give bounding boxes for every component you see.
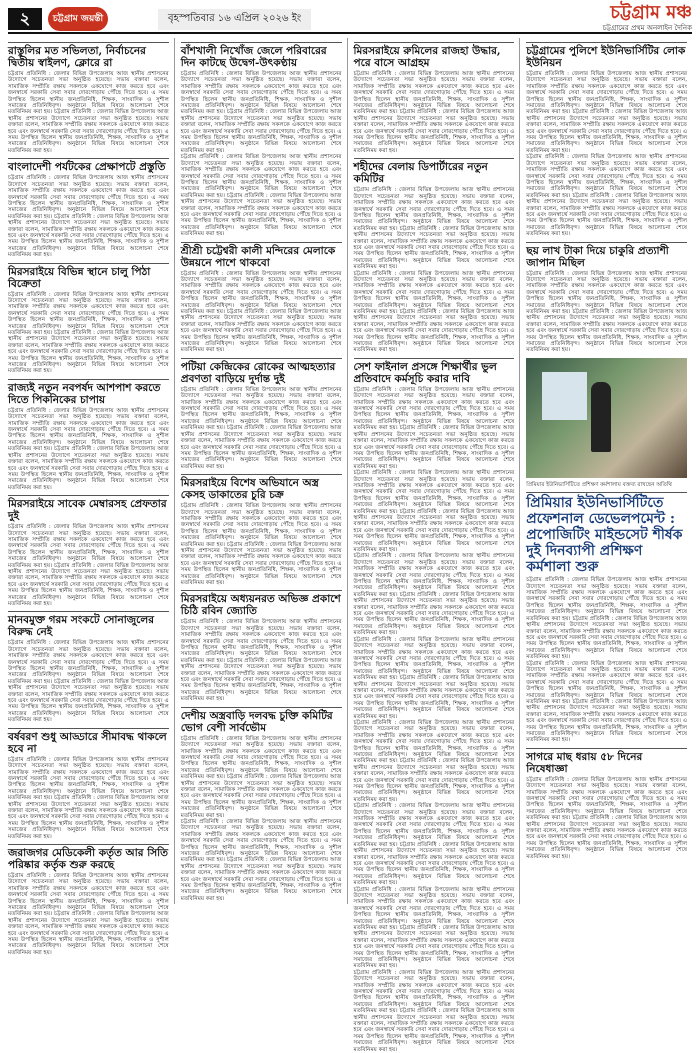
headline[interactable]: মিরসরাইয়ে বিশেষ অভিযানে অস্ত্র কেসহ ডাকাতের চুরি চক্র (181, 474, 342, 501)
article-text: চট্টগ্রাম প্রতিনিধি : জেলার বিভিন্ন উপজেলায় আজ স্থানীয় প্রশাসনের উদ্যোগে সচেতনতা সভা অনুষ্ঠিত হয়েছে। সভায় বক্তারা বলেন, সামাজিক সম্প্রীতি রক্ষায় সকলকে একযোগে কাজ করতে হবে এবং জনস্বার্থে সরকারি সেবা সবার দোরগোড়ায় পৌঁছে দিতে হবে। এ সময় উপস্থিত ছিলেন স্থানীয় জনপ্রতিনিধি, শিক্ষক, সাংবাদিক ও সুশীল সমাজের প্রতিনিধিবৃন্দ। অনুষ্ঠানে বিভিন্ন বিষয়ে আলোচনা শেষে মতবিনিময় করা হয়। চট্টগ্রাম প্রতিনিধি : জেলার বিভিন্ন উপজেলায় আজ স্থানীয় প্রশাসনের উদ্যোগে সচেতনতা সভা অনুষ্ঠিত হয়েছে। সভায় বক্তারা বলেন, সামাজিক সম্প্রীতি রক্ষায় সকলকে একযোগে কাজ করতে হবে এবং জনস্বার্থে সরকারি সেবা সবার দোরগোড়ায় পৌঁছে দিতে হবে। এ সময় উপস্থিত ছিলেন স্থানীয় জনপ্রতিনিধি, শিক্ষক, সাংবাদিক ও সুশীল সমাজের প্রতিনিধিবৃন্দ। অনুষ্ঠানে বিভিন্ন বিষয়ে আলোচনা শেষে মতবিনিময় করা হয়। (180, 71, 342, 154)
article-text: চট্টগ্রাম প্রতিনিধি : জেলার বিভিন্ন উপজেলায় আজ স্থানীয় প্রশাসনের উদ্যোগে সচেতনতা সভা অনুষ্ঠিত হয়েছে। সভায় বক্তারা বলেন, সামাজিক সম্প্রীতি রক্ষায় সকলকে একযোগে কাজ করতে হবে এবং জনস্বার্থে সরকারি সেবা সবার দোরগোড়ায় পৌঁছে দিতে হবে। এ সময় উপস্থিত ছিলেন স্থানীয় জনপ্রতিনিধি, শিক্ষক, সাংবাদিক ও সুশীল সমাজের প্রতিনিধিবৃন্দ। অনুষ্ঠানে বিভিন্ন বিষয়ে আলোচনা শেষে মতবিনিময় করা হয়। চট্টগ্রাম প্রতিনিধি : জেলার বিভিন্ন উপজেলায় আজ স্থানীয় প্রশাসনের উদ্যোগে সচেতনতা সভা অনুষ্ঠিত হয়েছে। সভায় বক্তারা বলেন, সামাজিক সম্প্রীতি রক্ষায় সকলকে একযোগে কাজ করতে হবে এবং জনস্বার্থে সরকারি সেবা সবার দোরগোড়ায় পৌঁছে দিতে হবে। এ সময় উপস্থিত ছিলেন স্থানীয় জনপ্রতিনিধি, শিক্ষক, সাংবাদিক ও সুশীল সমাজের প্রতিনিধিবৃন্দ। অনুষ্ঠানে বিভিন্ন বিষয়ে আলোচনা শেষে মতবিনিময় করা হয়। (353, 719, 515, 803)
headline[interactable]: মানবমুক্ত গরম সংকটে সোনাজুলের বিরুদ্ধ নেই (8, 611, 169, 638)
headline[interactable]: চট্টগ্রামের পুলিশে ইউনিভার্সিটির লোক ইউনিয়ন (526, 42, 687, 69)
article-text: চট্টগ্রাম প্রতিনিধি : জেলার বিভিন্ন উপজেলায় আজ স্থানীয় প্রশাসনের উদ্যোগে সচেতনতা সভা অনুষ্ঠিত হয়েছে। সভায় বক্তারা বলেন, সামাজিক সম্প্রীতি রক্ষায় সকলকে একযোগে কাজ করতে হবে এবং জনস্বার্থে সরকারি সেবা সবার দোরগোড়ায় পৌঁছে দিতে হবে। এ সময় উপস্থিত ছিলেন স্থানীয় জনপ্রতিনিধি, শিক্ষক, সাংবাদিক ও সুশীল সমাজের প্রতিনিধিবৃন্দ। অনুষ্ঠানে বিভিন্ন বিষয়ে আলোচনা শেষে মতবিনিময় করা হয়। চট্টগ্রাম প্রতিনিধি : জেলার বিভিন্ন উপজেলায় আজ স্থানীয় প্রশাসনের উদ্যোগে সচেতনতা সভা অনুষ্ঠিত হয়েছে। সভায় বক্তারা বলেন, সামাজিক সম্প্রীতি রক্ষায় সকলকে একযোগে কাজ করতে হবে এবং জনস্বার্থে সরকারি সেবা সবার দোরগোড়ায় পৌঁছে দিতে হবে। এ সময় উপস্থিত ছিলেন স্থানীয় জনপ্রতিনিধি, শিক্ষক, সাংবাদিক ও সুশীল সমাজের প্রতিনিধিবৃন্দ। অনুষ্ঠানে বিভিন্ন বিষয়ে আলোচনা শেষে মতবিনিময় করা হয়। (526, 270, 687, 354)
article-text: চট্টগ্রাম প্রতিনিধি : জেলার বিভিন্ন উপজেলায় আজ স্থানীয় প্রশাসনের উদ্যোগে সচেতনতা সভা অনুষ্ঠিত হয়েছে। সভায় বক্তারা বলেন, সামাজিক সম্প্রীতি রক্ষায় সকলকে একযোগে কাজ করতে হবে এবং জনস্বার্থে সরকারি সেবা সবার দোরগোড়ায় পৌঁছে দিতে হবে। এ সময় উপস্থিত ছিলেন স্থানীয় জনপ্রতিনিধি, শিক্ষক, সাংবাদিক ও সুশীল সমাজের প্রতিনিধিবৃন্দ। অনুষ্ঠানে বিভিন্ন বিষয়ে আলোচনা শেষে মতবিনিময় করা হয়। চট্টগ্রাম প্রতিনিধি : জেলার বিভিন্ন উপজেলায় আজ স্থানীয় প্রশাসনের উদ্যোগে সচেতনতা সভা অনুষ্ঠিত হয়েছে। সভায় বক্তারা বলেন, সামাজিক সম্প্রীতি রক্ষায় সকলকে একযোগে কাজ করতে হবে এবং জনস্বার্থে সরকারি সেবা সবার দোরগোড়ায় পৌঁছে দিতে হবে। এ সময় উপস্থিত ছিলেন স্থানীয় জনপ্রতিনিধি, শিক্ষক, সাংবাদিক ও সুশীল সমাজের প্রতিনিধিবৃন্দ। অনুষ্ঠানে বিভিন্ন বিষয়ে আলোচনা শেষে মতবিনিময় করা হয়। (8, 524, 169, 607)
page-number: ২ (8, 8, 42, 30)
masthead-tagline: চট্টগ্রামের প্রথম অনলাইন দৈনিক (602, 24, 692, 32)
article-text: চট্টগ্রাম প্রতিনিধি : জেলার বিভিন্ন উপজেলায় আজ স্থানীয় প্রশাসনের উদ্যোগে সচেতনতা সভা অনুষ্ঠিত হয়েছে। সভায় বক্তারা বলেন, সামাজিক সম্প্রীতি রক্ষায় সকলকে একযোগে কাজ করতে হবে এবং জনস্বার্থে সরকারি সেবা সবার দোরগোড়ায় পৌঁছে দিতে হবে। এ সময় উপস্থিত ছিলেন স্থানীয় জনপ্রতিনিধি, শিক্ষক, সাংবাদিক ও সুশীল সমাজের প্রতিনিধিবৃন্দ। অনুষ্ঠানে বিভিন্ন বিষয়ে আলোচনা শেষে মতবিনিময় করা হয়। চট্টগ্রাম প্রতিনিধি : জেলার বিভিন্ন উপজেলায় আজ স্থানীয় প্রশাসনের উদ্যোগে সচেতনতা সভা অনুষ্ঠিত হয়েছে। সভায় বক্তারা বলেন, সামাজিক সম্প্রীতি রক্ষায় সকলকে একযোগে কাজ করতে হবে এবং জনস্বার্থে সরকারি সেবা সবার দোরগোড়ায় পৌঁছে দিতে হবে। এ সময় উপস্থিত ছিলেন স্থানীয় জনপ্রতিনিধি, শিক্ষক, সাংবাদিক ও সুশীল সমাজের প্রতিনিধিবৃন্দ। অনুষ্ঠানে বিভিন্ন বিষয়ে আলোচনা শেষে মতবিনিময় করা হয়। (8, 175, 169, 259)
lead-headline[interactable]: প্রিমিয়ার ইউনিভার্সিটিতে প্রফেশনাল ডেভেলপমেন্ট : প্রপোজিটিং মাইন্ডসেট শীর্ষক দুই দিনব্যাপী প্রশিক্ষণ কর্মশালা শুরু (526, 492, 687, 575)
headline[interactable]: ছয় লাখ টাকা দিয়ে চাকুরি প্রত্যাশী জাপান মিছিল (526, 242, 687, 269)
headline[interactable]: শহীদের বেলায় ডিপার্টারের নতুন কমিটির (354, 158, 515, 185)
article-text: চট্টগ্রাম প্রতিনিধি : জেলার বিভিন্ন উপজেলায় আজ স্থানীয় প্রশাসনের উদ্যোগে সচেতনতা সভা অনুষ্ঠিত হয়েছে। সভায় বক্তারা বলেন, সামাজিক সম্প্রীতি রক্ষায় সকলকে একযোগে কাজ করতে হবে এবং জনস্বার্থে সরকারি সেবা সবার দোরগোড়ায় পৌঁছে দিতে হবে। এ সময় উপস্থিত ছিলেন স্থানীয় জনপ্রতিনিধি, শিক্ষক, সাংবাদিক ও সুশীল সমাজের প্রতিনিধিবৃন্দ। অনুষ্ঠানে বিভিন্ন বিষয়ে আলোচনা শেষে মতবিনিময় করা হয়। চট্টগ্রাম প্রতিনিধি : জেলার বিভিন্ন উপজেলায় আজ স্থানীয় প্রশাসনের উদ্যোগে সচেতনতা সভা অনুষ্ঠিত হয়েছে। সভায় বক্তারা বলেন, সামাজিক সম্প্রীতি রক্ষায় সকলকে একযোগে কাজ করতে হবে এবং জনস্বার্থে সরকারি সেবা সবার দোরগোড়ায় পৌঁছে দিতে হবে। এ সময় উপস্থিত ছিলেন স্থানীয় জনপ্রতিনিধি, শিক্ষক, সাংবাদিক ও সুশীল সমাজের প্রতিনিধিবৃন্দ। অনুষ্ঠানে বিভিন্ন বিষয়ে আলোচনা শেষে মতবিনিময় করা হয়। (526, 71, 687, 154)
headline[interactable]: রাজ্যই নতুন নবপর্ষদ আশপাশ করতে দিতে পিকনিকের চাপায় (8, 379, 169, 406)
headline[interactable]: বর্ষবরণ শুধু আড্ডারে সীমাবদ্ধ থাকলে হবে না (8, 728, 169, 755)
news-photo[interactable] (526, 358, 687, 478)
photo-caption: প্রিমিয়ার ইউনিভার্সিটিতে প্রশিক্ষণ কর্মশালায় বক্তব্য রাখছেন অতিথি (526, 481, 672, 488)
headline[interactable]: মিরসরাইয়ে রুমিলের রাজহা উদ্ধার, পরে বাসে আগ্রহম (354, 42, 515, 69)
headline[interactable]: মিরসরাইয়ে অধ্যয়নরত অভিজ্ঞ প্রকাশে চিঠি রবিন জ্যোতি (181, 590, 342, 617)
column-3 (353, 38, 521, 1053)
speaker-figure (591, 382, 611, 452)
column-2 (181, 38, 348, 904)
article-text: চট্টগ্রাম প্রতিনিধি : জেলার বিভিন্ন উপজেলায় আজ স্থানীয় প্রশাসনের উদ্যোগে সচেতনতা সভা অনুষ্ঠিত হয়েছে। সভায় বক্তারা বলেন, সামাজিক সম্প্রীতি রক্ষায় সকলকে একযোগে কাজ করতে হবে এবং জনস্বার্থে সরকারি সেবা সবার দোরগোড়ায় পৌঁছে দিতে হবে। এ সময় উপস্থিত ছিলেন স্থানীয় জনপ্রতিনিধি, শিক্ষক, সাংবাদিক ও সুশীল সমাজের প্রতিনিধিবৃন্দ। অনুষ্ঠানে বিভিন্ন বিষয়ে আলোচনা শেষে মতবিনিময় করা হয়। চট্টগ্রাম প্রতিনিধি : জেলার বিভিন্ন উপজেলায় আজ স্থানীয় প্রশাসনের উদ্যোগে সচেতনতা সভা অনুষ্ঠিত হয়েছে। সভায় বক্তারা বলেন, সামাজিক সম্প্রীতি রক্ষায় সকলকে একযোগে কাজ করতে হবে এবং জনস্বার্থে সরকারি সেবা সবার দোরগোড়ায় পৌঁছে দিতে হবে। এ সময় উপস্থিত ছিলেন স্থানীয় জনপ্রতিনিধি, শিক্ষক, সাংবাদিক ও সুশীল সমাজের প্রতিনিধিবৃন্দ। অনুষ্ঠানে বিভিন্ন বিষয়ে আলোচনা শেষে মতবিনিময় করা হয়। (180, 270, 342, 354)
projector-screen (542, 372, 587, 420)
article-text: চট্টগ্রাম প্রতিনিধি : জেলার বিভিন্ন উপজেলায় আজ স্থানীয় প্রশাসনের উদ্যোগে সচেতনতা সভা অনুষ্ঠিত হয়েছে। সভায় বক্তারা বলেন, সামাজিক সম্প্রীতি রক্ষায় সকলকে একযোগে কাজ করতে হবে এবং জনস্বার্থে সরকারি সেবা সবার দোরগোড়ায় পৌঁছে দিতে হবে। এ সময় উপস্থিত ছিলেন স্থানীয় জনপ্রতিনিধি, শিক্ষক, সাংবাদিক ও সুশীল সমাজের প্রতিনিধিবৃন্দ। অনুষ্ঠানে বিভিন্ন বিষয়ে আলোচনা শেষে মতবিনিময় করা হয়। চট্টগ্রাম প্রতিনিধি : জেলার বিভিন্ন উপজেলায় আজ স্থানীয় প্রশাসনের উদ্যোগে সচেতনতা সভা অনুষ্ঠিত হয়েছে। সভায় বক্তারা বলেন, সামাজিক সম্প্রীতি রক্ষায় সকলকে একযোগে কাজ করতে হবে এবং জনস্বার্থে সরকারি সেবা সবার দোরগোড়ায় পৌঁছে দিতে হবে। এ সময় উপস্থিত ছিলেন স্থানীয় জনপ্রতিনিধি, শিক্ষক, সাংবাদিক ও সুশীল সমাজের প্রতিনিধিবৃন্দ। অনুষ্ঠানে বিভিন্ন বিষয়ে আলোচনা শেষে মতবিনিময় করা হয়। (8, 872, 169, 956)
headline[interactable]: সেশ ফাইনাল প্রসঙ্গে শিক্ষার্থীর ভুল প্রতিবাদে কর্মসূচি করার দাবি (354, 358, 515, 385)
article-text: চট্টগ্রাম প্রতিনিধি : জেলার বিভিন্ন উপজেলায় আজ স্থানীয় প্রশাসনের উদ্যোগে সচেতনতা সভা অনুষ্ঠিত হয়েছে। সভায় বক্তারা বলেন, সামাজিক সম্প্রীতি রক্ষায় সকলকে একযোগে কাজ করতে হবে এবং জনস্বার্থে সরকারি সেবা সবার দোরগোড়ায় পৌঁছে দিতে হবে। এ সময় উপস্থিত ছিলেন স্থানীয় জনপ্রতিনিধি, শিক্ষক, সাংবাদিক ও সুশীল সমাজের প্রতিনিধিবৃন্দ। অনুষ্ঠানে বিভিন্ন বিষয়ে আলোচনা শেষে মতবিনিময় করা হয়। চট্টগ্রাম প্রতিনিধি : জেলার বিভিন্ন উপজেলায় আজ স্থানীয় প্রশাসনের উদ্যোগে সচেতনতা সভা অনুষ্ঠিত হয়েছে। সভায় বক্তারা বলেন, সামাজিক সম্প্রীতি রক্ষায় সকলকে একযোগে কাজ করতে হবে এবং জনস্বার্থে সরকারি সেবা সবার দোরগোড়ায় পৌঁছে দিতে হবে। এ সময় উপস্থিত ছিলেন স্থানীয় জনপ্রতিনিধি, শিক্ষক, সাংবাদিক ও সুশীল সমাজের প্রতিনিধিবৃন্দ। অনুষ্ঠানে বিভিন্ন বিষয়ে আলোচনা শেষে মতবিনিময় করা হয়। (8, 291, 169, 375)
article-text: চট্টগ্রাম প্রতিনিধি : জেলার বিভিন্ন উপজেলায় আজ স্থানীয় প্রশাসনের উদ্যোগে সচেতনতা সভা অনুষ্ঠিত হয়েছে। সভায় বক্তারা বলেন, সামাজিক সম্প্রীতি রক্ষায় সকলকে একযোগে কাজ করতে হবে এবং জনস্বার্থে সরকারি সেবা সবার দোরগোড়ায় পৌঁছে দিতে হবে। এ সময় উপস্থিত ছিলেন স্থানীয় জনপ্রতিনিধি, শিক্ষক, সাংবাদিক ও সুশীল সমাজের প্রতিনিধিবৃন্দ। অনুষ্ঠানে বিভিন্ন বিষয়ে আলোচনা শেষে মতবিনিময় করা হয়। চট্টগ্রাম প্রতিনিধি : জেলার বিভিন্ন উপজেলায় আজ স্থানীয় প্রশাসনের উদ্যোগে সচেতনতা সভা অনুষ্ঠিত হয়েছে। সভায় বক্তারা বলেন, সামাজিক সম্প্রীতি রক্ষায় সকলকে একযোগে কাজ করতে হবে এবং জনস্বার্থে সরকারি সেবা সবার দোরগোড়ায় পৌঁছে দিতে হবে। এ সময় উপস্থিত ছিলেন স্থানীয় জনপ্রতিনিধি, শিক্ষক, সাংবাদিক ও সুশীল সমাজের প্রতিনিধিবৃন্দ। অনুষ্ঠানে বিভিন্ন বিষয়ে আলোচনা শেষে মতবিনিময় করা হয়। (353, 71, 515, 154)
article-text: চট্টগ্রাম প্রতিনিধি : জেলার বিভিন্ন উপজেলায় আজ স্থানীয় প্রশাসনের উদ্যোগে সচেতনতা সভা অনুষ্ঠিত হয়েছে। সভায় বক্তারা বলেন, সামাজিক সম্প্রীতি রক্ষায় সকলকে একযোগে কাজ করতে হবে এবং জনস্বার্থে সরকারি সেবা সবার দোরগোড়ায় পৌঁছে দিতে হবে। এ সময় উপস্থিত ছিলেন স্থানীয় জনপ্রতিনিধি, শিক্ষক, সাংবাদিক ও সুশীল সমাজের প্রতিনিধিবৃন্দ। অনুষ্ঠানে বিভিন্ন বিষয়ে আলোচনা শেষে মতবিনিময় করা হয়। চট্টগ্রাম প্রতিনিধি : জেলার বিভিন্ন উপজেলায় আজ স্থানীয় প্রশাসনের উদ্যোগে সচেতনতা সভা অনুষ্ঠিত হয়েছে। সভায় বক্তারা বলেন, সামাজিক সম্প্রীতি রক্ষায় সকলকে একযোগে কাজ করতে হবে এবং জনস্বার্থে সরকারি সেবা সবার দোরগোড়ায় পৌঁছে দিতে হবে। এ সময় উপস্থিত ছিলেন স্থানীয় জনপ্রতিনিধি, শিক্ষক, সাংবাদিক ও সুশীল সমাজের প্রতিনিধিবৃন্দ। অনুষ্ঠানে বিভিন্ন বিষয়ে আলোচনা শেষে মতবিনিময় করা হয়। (180, 386, 342, 470)
article-text: চট্টগ্রাম প্রতিনিধি : জেলার বিভিন্ন উপজেলায় আজ স্থানীয় প্রশাসনের উদ্যোগে সচেতনতা সভা অনুষ্ঠিত হয়েছে। সভায় বক্তারা বলেন, সামাজিক সম্প্রীতি রক্ষায় সকলকে একযোগে কাজ করতে হবে এবং জনস্বার্থে সরকারি সেবা সবার দোরগোড়ায় পৌঁছে দিতে হবে। এ সময় উপস্থিত ছিলেন স্থানীয় জনপ্রতিনিধি, শিক্ষক, সাংবাদিক ও সুশীল সমাজের প্রতিনিধিবৃন্দ। অনুষ্ঠানে বিভিন্ন বিষয়ে আলোচনা শেষে মতবিনিময় করা হয়। চট্টগ্রাম প্রতিনিধি : জেলার বিভিন্ন উপজেলায় আজ স্থানীয় প্রশাসনের উদ্যোগে সচেতনতা সভা অনুষ্ঠিত হয়েছে। সভায় বক্তারা বলেন, সামাজিক সম্প্রীতি রক্ষায় সকলকে একযোগে কাজ করতে হবে এবং জনস্বার্থে সরকারি সেবা সবার দোরগোড়ায় পৌঁছে দিতে হবে। এ সময় উপস্থিত ছিলেন স্থানীয় জনপ্রতিনিধি, শিক্ষক, সাংবাদিক ও সুশীল সমাজের প্রতিনিধিবৃন্দ। অনুষ্ঠানে বিভিন্ন বিষয়ে আলোচনা শেষে মতবিনিময় করা হয়। (180, 503, 342, 586)
header-bar (8, 2, 692, 34)
article-text: চট্টগ্রাম প্রতিনিধি : জেলার বিভিন্ন উপজেলায় আজ স্থানীয় প্রশাসনের উদ্যোগে সচেতনতা সভা অনুষ্ঠিত হয়েছে। সভায় বক্তারা বলেন, সামাজিক সম্প্রীতি রক্ষায় সকলকে একযোগে কাজ করতে হবে এবং জনস্বার্থে সরকারি সেবা সবার দোরগোড়ায় পৌঁছে দিতে হবে। এ সময় উপস্থিত ছিলেন স্থানীয় জনপ্রতিনিধি, শিক্ষক, সাংবাদিক ও সুশীল সমাজের প্রতিনিধিবৃন্দ। অনুষ্ঠানে বিভিন্ন বিষয়ে আলোচনা শেষে মতবিনিময় করা হয়। চট্টগ্রাম প্রতিনিধি : জেলার বিভিন্ন উপজেলায় আজ স্থানীয় প্রশাসনের উদ্যোগে সচেতনতা সভা অনুষ্ঠিত হয়েছে। সভায় বক্তারা বলেন, সামাজিক সম্প্রীতি রক্ষায় সকলকে একযোগে কাজ করতে হবে এবং জনস্বার্থে সরকারি সেবা সবার দোরগোড়ায় পৌঁছে দিতে হবে। এ সময় উপস্থিত ছিলেন স্থানীয় জনপ্রতিনিধি, শিক্ষক, সাংবাদিক ও সুশীল সমাজের প্রতিনিধিবৃন্দ। অনুষ্ঠানে বিভিন্ন বিষয়ে আলোচনা শেষে মতবিনিময় করা হয়। (353, 969, 515, 1053)
article-text: চট্টগ্রাম প্রতিনিধি : জেলার বিভিন্ন উপজেলায় আজ স্থানীয় প্রশাসনের উদ্যোগে সচেতনতা সভা অনুষ্ঠিত হয়েছে। সভায় বক্তারা বলেন, সামাজিক সম্প্রীতি রক্ষায় সকলকে একযোগে কাজ করতে হবে এবং জনস্বার্থে সরকারি সেবা সবার দোরগোড়ায় পৌঁছে দিতে হবে। এ সময় উপস্থিত ছিলেন স্থানীয় জনপ্রতিনিধি, শিক্ষক, সাংবাদিক ও সুশীল সমাজের প্রতিনিধিবৃন্দ। অনুষ্ঠানে বিভিন্ন বিষয়ে আলোচনা শেষে মতবিনিময় করা হয়। চট্টগ্রাম প্রতিনিধি : জেলার বিভিন্ন উপজেলায় আজ স্থানীয় প্রশাসনের উদ্যোগে সচেতনতা সভা অনুষ্ঠিত হয়েছে। সভায় বক্তারা বলেন, সামাজিক সম্প্রীতি রক্ষায় সকলকে একযোগে কাজ করতে হবে এবং জনস্বার্থে সরকারি সেবা সবার দোরগোড়ায় পৌঁছে দিতে হবে। এ সময় উপস্থিত ছিলেন স্থানীয় জনপ্রতিনিধি, শিক্ষক, সাংবাদিক ও সুশীল সমাজের প্রতিনিধিবৃন্দ। অনুষ্ঠানে বিভিন্ন বিষয়ে আলোচনা শেষে মতবিনিময় করা হয়। (353, 886, 515, 970)
article-text: চট্টগ্রাম প্রতিনিধি : জেলার বিভিন্ন উপজেলায় আজ স্থানীয় প্রশাসনের উদ্যোগে সচেতনতা সভা অনুষ্ঠিত হয়েছে। সভায় বক্তারা বলেন, সামাজিক সম্প্রীতি রক্ষায় সকলকে একযোগে কাজ করতে হবে এবং জনস্বার্থে সরকারি সেবা সবার দোরগোড়ায় পৌঁছে দিতে হবে। এ সময় উপস্থিত ছিলেন স্থানীয় জনপ্রতিনিধি, শিক্ষক, সাংবাদিক ও সুশীল সমাজের প্রতিনিধিবৃন্দ। অনুষ্ঠানে বিভিন্ন বিষয়ে আলোচনা শেষে মতবিনিময় করা হয়। চট্টগ্রাম প্রতিনিধি : জেলার বিভিন্ন উপজেলায় আজ স্থানীয় প্রশাসনের উদ্যোগে সচেতনতা সভা অনুষ্ঠিত হয়েছে। সভায় বক্তারা বলেন, সামাজিক সম্প্রীতি রক্ষায় সকলকে একযোগে কাজ করতে হবে এবং জনস্বার্থে সরকারি সেবা সবার দোরগোড়ায় পৌঁছে দিতে হবে। এ সময় উপস্থিত ছিলেন স্থানীয় জনপ্রতিনিধি, শিক্ষক, সাংবাদিক ও সুশীল সমাজের প্রতিনিধিবৃন্দ। অনুষ্ঠানে বিভিন্ন বিষয়ে আলোচনা শেষে মতবিনিময় করা হয়। (180, 735, 342, 819)
article-text: চট্টগ্রাম প্রতিনিধি : জেলার বিভিন্ন উপজেলায় আজ স্থানীয় প্রশাসনের উদ্যোগে সচেতনতা সভা অনুষ্ঠিত হয়েছে। সভায় বক্তারা বলেন, সামাজিক সম্প্রীতি রক্ষায় সকলকে একযোগে কাজ করতে হবে এবং জনস্বার্থে সরকারি সেবা সবার দোরগোড়ায় পৌঁছে দিতে হবে। এ সময় উপস্থিত ছিলেন স্থানীয় জনপ্রতিনিধি, শিক্ষক, সাংবাদিক ও সুশীল সমাজের প্রতিনিধিবৃন্দ। অনুষ্ঠানে বিভিন্ন বিষয়ে আলোচনা শেষে মতবিনিময় করা হয়। চট্টগ্রাম প্রতিনিধি : জেলার বিভিন্ন উপজেলায় আজ স্থানীয় প্রশাসনের উদ্যোগে সচেতনতা সভা অনুষ্ঠিত হয়েছে। সভায় বক্তারা বলেন, সামাজিক সম্প্রীতি রক্ষায় সকলকে একযোগে কাজ করতে হবে এবং জনস্বার্থে সরকারি সেবা সবার দোরগোড়ায় পৌঁছে দিতে হবে। এ সময় উপস্থিত ছিলেন স্থানীয় জনপ্রতিনিধি, শিক্ষক, সাংবাদিক ও সুশীল সমাজের প্রতিনিধিবৃন্দ। অনুষ্ঠানে বিভিন্ন বিষয়ে আলোচনা শেষে মতবিনিময় করা হয়। (353, 187, 515, 271)
article-text: চট্টগ্রাম প্রতিনিধি : জেলার বিভিন্ন উপজেলায় আজ স্থানীয় প্রশাসনের উদ্যোগে সচেতনতা সভা অনুষ্ঠিত হয়েছে। সভায় বক্তারা বলেন, সামাজিক সম্প্রীতি রক্ষায় সকলকে একযোগে কাজ করতে হবে এবং জনস্বার্থে সরকারি সেবা সবার দোরগোড়ায় পৌঁছে দিতে হবে। এ সময় উপস্থিত ছিলেন স্থানীয় জনপ্রতিনিধি, শিক্ষক, সাংবাদিক ও সুশীল সমাজের প্রতিনিধিবৃন্দ। অনুষ্ঠানে বিভিন্ন বিষয়ে আলোচনা শেষে মতবিনিময় করা হয়। চট্টগ্রাম প্রতিনিধি : জেলার বিভিন্ন উপজেলায় আজ স্থানীয় প্রশাসনের উদ্যোগে সচেতনতা সভা অনুষ্ঠিত হয়েছে। সভায় বক্তারা বলেন, সামাজিক সম্প্রীতি রক্ষায় সকলকে একযোগে কাজ করতে হবে এবং জনস্বার্থে সরকারি সেবা সবার দোরগোড়ায় পৌঁছে দিতে হবে। এ সময় উপস্থিত ছিলেন স্থানীয় জনপ্রতিনিধি, শিক্ষক, সাংবাদিক ও সুশীল সমাজের প্রতিনিধিবৃন্দ। অনুষ্ঠানে বিভিন্ন বিষয়ে আলোচনা শেষে মতবিনিময় করা হয়। (8, 407, 169, 491)
headline[interactable]: মিরসরাইয়ে সাবেক মেম্বারসহ প্রেফতার দুই (8, 495, 169, 522)
masthead[interactable] (603, 4, 692, 34)
article-text: চট্টগ্রাম প্রতিনিধি : জেলার বিভিন্ন উপজেলায় আজ স্থানীয় প্রশাসনের উদ্যোগে সচেতনতা সভা অনুষ্ঠিত হয়েছে। সভায় বক্তারা বলেন, সামাজিক সম্প্রীতি রক্ষায় সকলকে একযোগে কাজ করতে হবে এবং জনস্বার্থে সরকারি সেবা সবার দোরগোড়ায় পৌঁছে দিতে হবে। এ সময় উপস্থিত ছিলেন স্থানীয় জনপ্রতিনিধি, শিক্ষক, সাংবাদিক ও সুশীল সমাজের প্রতিনিধিবৃন্দ। অনুষ্ঠানে বিভিন্ন বিষয়ে আলোচনা শেষে মতবিনিময় করা হয়। চট্টগ্রাম প্রতিনিধি : জেলার বিভিন্ন উপজেলায় আজ স্থানীয় প্রশাসনের উদ্যোগে সচেতনতা সভা অনুষ্ঠিত হয়েছে। সভায় বক্তারা বলেন, সামাজিক সম্প্রীতি রক্ষায় সকলকে একযোগে কাজ করতে হবে এবং জনস্বার্থে সরকারি সেবা সবার দোরগোড়ায় পৌঁছে দিতে হবে। এ সময় উপস্থিত ছিলেন স্থানীয় জনপ্রতিনিধি, শিক্ষক, সাংবাদিক ও সুশীল সমাজের প্রতিনিধিবৃন্দ। অনুষ্ঠানে বিভিন্ন বিষয়ে আলোচনা শেষে মতবিনিময় করা হয়। (526, 154, 687, 238)
headline[interactable]: জরাজগর মেডিকেলী কর্তৃত আর সিতি পরিষ্কার কর্তৃক শুরু করছে (8, 844, 169, 871)
headline[interactable]: বাংলাদেশী পর্যটকের প্রেক্ষাপটে প্রস্তুতি (8, 158, 169, 173)
article-text: চট্টগ্রাম প্রতিনিধি : জেলার বিভিন্ন উপজেলায় আজ স্থানীয় প্রশাসনের উদ্যোগে সচেতনতা সভা অনুষ্ঠিত হয়েছে। সভায় বক্তারা বলেন, সামাজিক সম্প্রীতি রক্ষায় সকলকে একযোগে কাজ করতে হবে এবং জনস্বার্থে সরকারি সেবা সবার দোরগোড়ায় পৌঁছে দিতে হবে। এ সময় উপস্থিত ছিলেন স্থানীয় জনপ্রতিনিধি, শিক্ষক, সাংবাদিক ও সুশীল সমাজের প্রতিনিধিবৃন্দ। অনুষ্ঠানে বিভিন্ন বিষয়ে আলোচনা শেষে মতবিনিময় করা হয়। চট্টগ্রাম প্রতিনিধি : জেলার বিভিন্ন উপজেলায় আজ স্থানীয় প্রশাসনের উদ্যোগে সচেতনতা সভা অনুষ্ঠিত হয়েছে। সভায় বক্তারা বলেন, সামাজিক সম্প্রীতি রক্ষায় সকলকে একযোগে কাজ করতে হবে এবং জনস্বার্থে সরকারি সেবা সবার দোরগোড়ায় পৌঁছে দিতে হবে। এ সময় উপস্থিত ছিলেন স্থানীয় জনপ্রতিনিধি, শিক্ষক, সাংবাদিক ও সুশীল সমাজের প্রতিনিধিবৃন্দ। অনুষ্ঠানে বিভিন্ন বিষয়ে আলোচনা শেষে মতবিনিময় করা হয়। (180, 619, 342, 703)
article-text: চট্টগ্রাম প্রতিনিধি : জেলার বিভিন্ন উপজেলায় আজ স্থানীয় প্রশাসনের উদ্যোগে সচেতনতা সভা অনুষ্ঠিত হয়েছে। সভায় বক্তারা বলেন, সামাজিক সম্প্রীতি রক্ষায় সকলকে একযোগে কাজ করতে হবে এবং জনস্বার্থে সরকারি সেবা সবার দোরগোড়ায় পৌঁছে দিতে হবে। এ সময় উপস্থিত ছিলেন স্থানীয় জনপ্রতিনিধি, শিক্ষক, সাংবাদিক ও সুশীল সমাজের প্রতিনিধিবৃন্দ। অনুষ্ঠানে বিভিন্ন বিষয়ে আলোচনা শেষে মতবিনিময় করা হয়। চট্টগ্রাম প্রতিনিধি : জেলার বিভিন্ন উপজেলায় আজ স্থানীয় প্রশাসনের উদ্যোগে সচেতনতা সভা অনুষ্ঠিত হয়েছে। সভায় বক্তারা বলেন, সামাজিক সম্প্রীতি রক্ষায় সকলকে একযোগে কাজ করতে হবে এবং জনস্বার্থে সরকারি সেবা সবার দোরগোড়ায় পৌঁছে দিতে হবে। এ সময় উপস্থিত ছিলেন স্থানীয় জনপ্রতিনিধি, শিক্ষক, সাংবাদিক ও সুশীল সমাজের প্রতিনিধিবৃন্দ। অনুষ্ঠানে বিভিন্ন বিষয়ে আলোচনা শেষে মতবিনিময় করা হয়। (353, 270, 515, 354)
headline[interactable]: মিরসরাইয়ে বিভিন্ন স্থানে চালু পিঠা বিক্রেতা (8, 263, 169, 290)
headline[interactable]: শ্রীশ্রী চট্টেশ্বরী কালী মন্দিরের মেলাকে উন্নয়নে পাশে থাকবো (181, 242, 342, 269)
article-text: চট্টগ্রাম প্রতিনিধি : জেলার বিভিন্ন উপজেলায় আজ স্থানীয় প্রশাসনের উদ্যোগে সচেতনতা সভা অনুষ্ঠিত হয়েছে। সভায় বক্তারা বলেন, সামাজিক সম্প্রীতি রক্ষায় সকলকে একযোগে কাজ করতে হবে এবং জনস্বার্থে সরকারি সেবা সবার দোরগোড়ায় পৌঁছে দিতে হবে। এ সময় উপস্থিত ছিলেন স্থানীয় জনপ্রতিনিধি, শিক্ষক, সাংবাদিক ও সুশীল সমাজের প্রতিনিধিবৃন্দ। অনুষ্ঠানে বিভিন্ন বিষয়ে আলোচনা শেষে মতবিনিময় করা হয়। চট্টগ্রাম প্রতিনিধি : জেলার বিভিন্ন উপজেলায় আজ স্থানীয় প্রশাসনের উদ্যোগে সচেতনতা সভা অনুষ্ঠিত হয়েছে। সভায় বক্তারা বলেন, সামাজিক সম্প্রীতি রক্ষায় সকলকে একযোগে কাজ করতে হবে এবং জনস্বার্থে সরকারি সেবা সবার দোরগোড়ায় পৌঁছে দিতে হবে। এ সময় উপস্থিত ছিলেন স্থানীয় জনপ্রতিনিধি, শিক্ষক, সাংবাদিক ও সুশীল সমাজের প্রতিনিধিবৃন্দ। অনুষ্ঠানে বিভিন্ন বিষয়ে আলোচনা শেষে মতবিনিময় করা হয়। (180, 154, 342, 238)
date-line: বৃহস্পতিবার ১৬ এপ্রিল ২০২৬ ইং (158, 9, 311, 30)
article-text: চট্টগ্রাম প্রতিনিধি : জেলার বিভিন্ন উপজেলায় আজ স্থানীয় প্রশাসনের উদ্যোগে সচেতনতা সভা অনুষ্ঠিত হয়েছে। সভায় বক্তারা বলেন, সামাজিক সম্প্রীতি রক্ষায় সকলকে একযোগে কাজ করতে হবে এবং জনস্বার্থে সরকারি সেবা সবার দোরগোড়ায় পৌঁছে দিতে হবে। এ সময় উপস্থিত ছিলেন স্থানীয় জনপ্রতিনিধি, শিক্ষক, সাংবাদিক ও সুশীল সমাজের প্রতিনিধিবৃন্দ। অনুষ্ঠানে বিভিন্ন বিষয়ে আলোচনা শেষে মতবিনিময় করা হয়। চট্টগ্রাম প্রতিনিধি : জেলার বিভিন্ন উপজেলায় আজ স্থানীয় প্রশাসনের উদ্যোগে সচেতনতা সভা অনুষ্ঠিত হয়েছে। সভায় বক্তারা বলেন, সামাজিক সম্প্রীতি রক্ষায় সকলকে একযোগে কাজ করতে হবে এবং জনস্বার্থে সরকারি সেবা সবার দোরগোড়ায় পৌঁছে দিতে হবে। এ সময় উপস্থিত ছিলেন স্থানীয় জনপ্রতিনিধি, শিক্ষক, সাংবাদিক ও সুশীল সমাজের প্রতিনিধিবৃন্দ। অনুষ্ঠানে বিভিন্ন বিষয়ে আলোচনা শেষে মতবিনিময় করা হয়। (526, 776, 687, 860)
column-4 (526, 38, 692, 904)
article-text: চট্টগ্রাম প্রতিনিধি : জেলার বিভিন্ন উপজেলায় আজ স্থানীয় প্রশাসনের উদ্যোগে সচেতনতা সভা অনুষ্ঠিত হয়েছে। সভায় বক্তারা বলেন, সামাজিক সম্প্রীতি রক্ষায় সকলকে একযোগে কাজ করতে হবে এবং জনস্বার্থে সরকারি সেবা সবার দোরগোড়ায় পৌঁছে দিতে হবে। এ সময় উপস্থিত ছিলেন স্থানীয় জনপ্রতিনিধি, শিক্ষক, সাংবাদিক ও সুশীল সমাজের প্রতিনিধিবৃন্দ। অনুষ্ঠানে বিভিন্ন বিষয়ে আলোচনা শেষে মতবিনিময় করা হয়। চট্টগ্রাম প্রতিনিধি : জেলার বিভিন্ন উপজেলায় আজ স্থানীয় প্রশাসনের উদ্যোগে সচেতনতা সভা অনুষ্ঠিত হয়েছে। সভায় বক্তারা বলেন, সামাজিক সম্প্রীতি রক্ষায় সকলকে একযোগে কাজ করতে হবে এবং জনস্বার্থে সরকারি সেবা সবার দোরগোড়ায় পৌঁছে দিতে হবে। এ সময় উপস্থিত ছিলেন স্থানীয় জনপ্রতিনিধি, শিক্ষক, সাংবাদিক ও সুশীল সমাজের প্রতিনিধিবৃন্দ। অনুষ্ঠানে বিভিন্ন বিষয়ে আলোচনা শেষে মতবিনিময় করা হয়। (353, 636, 515, 720)
headline[interactable]: পটিয়া কেন্দ্রিকের রোকের আত্মহত্যার প্রবণতা বাড়িয়ে দুর্দান্ত দুই (181, 358, 342, 385)
article-text: চট্টগ্রাম প্রতিনিধি : জেলার বিভিন্ন উপজেলায় আজ স্থানীয় প্রশাসনের উদ্যোগে সচেতনতা সভা অনুষ্ঠিত হয়েছে। সভায় বক্তারা বলেন, সামাজিক সম্প্রীতি রক্ষায় সকলকে একযোগে কাজ করতে হবে এবং জনস্বার্থে সরকারি সেবা সবার দোরগোড়ায় পৌঁছে দিতে হবে। এ সময় উপস্থিত ছিলেন স্থানীয় জনপ্রতিনিধি, শিক্ষক, সাংবাদিক ও সুশীল সমাজের প্রতিনিধিবৃন্দ। অনুষ্ঠানে বিভিন্ন বিষয়ে আলোচনা শেষে মতবিনিময় করা হয়। চট্টগ্রাম প্রতিনিধি : জেলার বিভিন্ন উপজেলায় আজ স্থানীয় প্রশাসনের উদ্যোগে সচেতনতা সভা অনুষ্ঠিত হয়েছে। সভায় বক্তারা বলেন, সামাজিক সম্প্রীতি রক্ষায় সকলকে একযোগে কাজ করতে হবে এবং জনস্বার্থে সরকারি সেবা সবার দোরগোড়ায় পৌঁছে দিতে হবে। এ সময় উপস্থিত ছিলেন স্থানীয় জনপ্রতিনিধি, শিক্ষক, সাংবাদিক ও সুশীল সমাজের প্রতিনিধিবৃন্দ। অনুষ্ঠানে বিভিন্ন বিষয়ে আলোচনা শেষে মতবিনিময় করা হয়। (180, 818, 342, 902)
article-text: চট্টগ্রাম প্রতিনিধি : জেলার বিভিন্ন উপজেলায় আজ স্থানীয় প্রশাসনের উদ্যোগে সচেতনতা সভা অনুষ্ঠিত হয়েছে। সভায় বক্তারা বলেন, সামাজিক সম্প্রীতি রক্ষায় সকলকে একযোগে কাজ করতে হবে এবং জনস্বার্থে সরকারি সেবা সবার দোরগোড়ায় পৌঁছে দিতে হবে। এ সময় উপস্থিত ছিলেন স্থানীয় জনপ্রতিনিধি, শিক্ষক, সাংবাদিক ও সুশীল সমাজের প্রতিনিধিবৃন্দ। অনুষ্ঠানে বিভিন্ন বিষয়ে আলোচনা শেষে মতবিনিময় করা হয়। চট্টগ্রাম প্রতিনিধি : জেলার বিভিন্ন উপজেলায় আজ স্থানীয় প্রশাসনের উদ্যোগে সচেতনতা সভা অনুষ্ঠিত হয়েছে। সভায় বক্তারা বলেন, সামাজিক সম্প্রীতি রক্ষায় সকলকে একযোগে কাজ করতে হবে এবং জনস্বার্থে সরকারি সেবা সবার দোরগোড়ায় পৌঁছে দিতে হবে। এ সময় উপস্থিত ছিলেন স্থানীয় জনপ্রতিনিধি, শিক্ষক, সাংবাদিক ও সুশীল সমাজের প্রতিনিধিবৃন্দ। অনুষ্ঠানে বিভিন্ন বিষয়ে আলোচনা শেষে মতবিনিময় করা হয়। (353, 470, 515, 553)
article-text: চট্টগ্রাম প্রতিনিধি : জেলার বিভিন্ন উপজেলায় আজ স্থানীয় প্রশাসনের উদ্যোগে সচেতনতা সভা অনুষ্ঠিত হয়েছে। সভায় বক্তারা বলেন, সামাজিক সম্প্রীতি রক্ষায় সকলকে একযোগে কাজ করতে হবে এবং জনস্বার্থে সরকারি সেবা সবার দোরগোড়ায় পৌঁছে দিতে হবে। এ সময় উপস্থিত ছিলেন স্থানীয় জনপ্রতিনিধি, শিক্ষক, সাংবাদিক ও সুশীল সমাজের প্রতিনিধিবৃন্দ। অনুষ্ঠানে বিভিন্ন বিষয়ে আলোচনা শেষে মতবিনিময় করা হয়। চট্টগ্রাম প্রতিনিধি : জেলার বিভিন্ন উপজেলায় আজ স্থানীয় প্রশাসনের উদ্যোগে সচেতনতা সভা অনুষ্ঠিত হয়েছে। সভায় বক্তারা বলেন, সামাজিক সম্প্রীতি রক্ষায় সকলকে একযোগে কাজ করতে হবে এবং জনস্বার্থে সরকারি সেবা সবার দোরগোড়ায় পৌঁছে দিতে হবে। এ সময় উপস্থিত ছিলেন স্থানীয় জনপ্রতিনিধি, শিক্ষক, সাংবাদিক ও সুশীল সমাজের প্রতিনিধিবৃন্দ। অনুষ্ঠানে বিভিন্ন বিষয়ে আলোচনা শেষে মতবিনিময় করা হয়। (8, 71, 169, 154)
headline[interactable]: দেশীয় অস্ত্রবাড়ি দলবদ্ধ চুক্তি কমিটির ভোগ বেশী সার্বভৌম (181, 707, 342, 734)
article-text: চট্টগ্রাম প্রতিনিধি : জেলার বিভিন্ন উপজেলায় আজ স্থানীয় প্রশাসনের উদ্যোগে সচেতনতা সভা অনুষ্ঠিত হয়েছে। সভায় বক্তারা বলেন, সামাজিক সম্প্রীতি রক্ষায় সকলকে একযোগে কাজ করতে হবে এবং জনস্বার্থে সরকারি সেবা সবার দোরগোড়ায় পৌঁছে দিতে হবে। এ সময় উপস্থিত ছিলেন স্থানীয় জনপ্রতিনিধি, শিক্ষক, সাংবাদিক ও সুশীল সমাজের প্রতিনিধিবৃন্দ। অনুষ্ঠানে বিভিন্ন বিষয়ে আলোচনা শেষে মতবিনিময় করা হয়। চট্টগ্রাম প্রতিনিধি : জেলার বিভিন্ন উপজেলায় আজ স্থানীয় প্রশাসনের উদ্যোগে সচেতনতা সভা অনুষ্ঠিত হয়েছে। সভায় বক্তারা বলেন, সামাজিক সম্প্রীতি রক্ষায় সকলকে একযোগে কাজ করতে হবে এবং জনস্বার্থে সরকারি সেবা সবার দোরগোড়ায় পৌঁছে দিতে হবে। এ সময় উপস্থিত ছিলেন স্থানীয় জনপ্রতিনিধি, শিক্ষক, সাংবাদিক ও সুশীল সমাজের প্রতিনিধিবৃন্দ। অনুষ্ঠানে বিভিন্ন বিষয়ে আলোচনা শেষে মতবিনিময় করা হয়। (353, 553, 515, 637)
article-text: চট্টগ্রাম প্রতিনিধি : জেলার বিভিন্ন উপজেলায় আজ স্থানীয় প্রশাসনের উদ্যোগে সচেতনতা সভা অনুষ্ঠিত হয়েছে। সভায় বক্তারা বলেন, সামাজিক সম্প্রীতি রক্ষায় সকলকে একযোগে কাজ করতে হবে এবং জনস্বার্থে সরকারি সেবা সবার দোরগোড়ায় পৌঁছে দিতে হবে। এ সময় উপস্থিত ছিলেন স্থানীয় জনপ্রতিনিধি, শিক্ষক, সাংবাদিক ও সুশীল সমাজের প্রতিনিধিবৃন্দ। অনুষ্ঠানে বিভিন্ন বিষয়ে আলোচনা শেষে মতবিনিময় করা হয়। চট্টগ্রাম প্রতিনিধি : জেলার বিভিন্ন উপজেলায় আজ স্থানীয় প্রশাসনের উদ্যোগে সচেতনতা সভা অনুষ্ঠিত হয়েছে। সভায় বক্তারা বলেন, সামাজিক সম্প্রীতি রক্ষায় সকলকে একযোগে কাজ করতে হবে এবং জনস্বার্থে সরকারি সেবা সবার দোরগোড়ায় পৌঁছে দিতে হবে। এ সময় উপস্থিত ছিলেন স্থানীয় জনপ্রতিনিধি, শিক্ষক, সাংবাদিক ও সুশীল সমাজের প্রতিনিধিবৃন্দ। অনুষ্ঠানে বিভিন্ন বিষয়ে আলোচনা শেষে মতবিনিময় করা হয়। (8, 756, 169, 840)
article-text: চট্টগ্রাম প্রতিনিধি : জেলার বিভিন্ন উপজেলায় আজ স্থানীয় প্রশাসনের উদ্যোগে সচেতনতা সভা অনুষ্ঠিত হয়েছে। সভায় বক্তারা বলেন, সামাজিক সম্প্রীতি রক্ষায় সকলকে একযোগে কাজ করতে হবে এবং জনস্বার্থে সরকারি সেবা সবার দোরগোড়ায় পৌঁছে দিতে হবে। এ সময় উপস্থিত ছিলেন স্থানীয় জনপ্রতিনিধি, শিক্ষক, সাংবাদিক ও সুশীল সমাজের প্রতিনিধিবৃন্দ। অনুষ্ঠানে বিভিন্ন বিষয়ে আলোচনা শেষে মতবিনিময় করা হয়। চট্টগ্রাম প্রতিনিধি : জেলার বিভিন্ন উপজেলায় আজ স্থানীয় প্রশাসনের উদ্যোগে সচেতনতা সভা অনুষ্ঠিত হয়েছে। সভায় বক্তারা বলেন, সামাজিক সম্প্রীতি রক্ষায় সকলকে একযোগে কাজ করতে হবে এবং জনস্বার্থে সরকারি সেবা সবার দোরগোড়ায় পৌঁছে দিতে হবে। এ সময় উপস্থিত ছিলেন স্থানীয় জনপ্রতিনিধি, শিক্ষক, সাংবাদিক ও সুশীল সমাজের প্রতিনিধিবৃন্দ। অনুষ্ঠানে বিভিন্ন বিষয়ে আলোচনা শেষে মতবিনিময় করা হয়। (353, 803, 515, 887)
article-text: চট্টগ্রাম প্রতিনিধি : জেলার বিভিন্ন উপজেলায় আজ স্থানীয় প্রশাসনের উদ্যোগে সচেতনতা সভা অনুষ্ঠিত হয়েছে। সভায় বক্তারা বলেন, সামাজিক সম্প্রীতি রক্ষায় সকলকে একযোগে কাজ করতে হবে এবং জনস্বার্থে সরকারি সেবা সবার দোরগোড়ায় পৌঁছে দিতে হবে। এ সময় উপস্থিত ছিলেন স্থানীয় জনপ্রতিনিধি, শিক্ষক, সাংবাদিক ও সুশীল সমাজের প্রতিনিধিবৃন্দ। অনুষ্ঠানে বিভিন্ন বিষয়ে আলোচনা শেষে মতবিনিময় করা হয়। চট্টগ্রাম প্রতিনিধি : জেলার বিভিন্ন উপজেলায় আজ স্থানীয় প্রশাসনের উদ্যোগে সচেতনতা সভা অনুষ্ঠিত হয়েছে। সভায় বক্তারা বলেন, সামাজিক সম্প্রীতি রক্ষায় সকলকে একযোগে কাজ করতে হবে এবং জনস্বার্থে সরকারি সেবা সবার দোরগোড়ায় পৌঁছে দিতে হবে। এ সময় উপস্থিত ছিলেন স্থানীয় জনপ্রতিনিধি, শিক্ষক, সাংবাদিক ও সুশীল সমাজের প্রতিনিধিবৃন্দ। অনুষ্ঠানে বিভিন্ন বিষয়ে আলোচনা শেষে মতবিনিময় করা হয়। (526, 577, 687, 661)
anniversary-logo: চট্টগ্রাম জয়ন্তী (48, 7, 108, 31)
column-1 (8, 38, 175, 956)
article-text: চট্টগ্রাম প্রতিনিধি : জেলার বিভিন্ন উপজেলায় আজ স্থানীয় প্রশাসনের উদ্যোগে সচেতনতা সভা অনুষ্ঠিত হয়েছে। সভায় বক্তারা বলেন, সামাজিক সম্প্রীতি রক্ষায় সকলকে একযোগে কাজ করতে হবে এবং জনস্বার্থে সরকারি সেবা সবার দোরগোড়ায় পৌঁছে দিতে হবে। এ সময় উপস্থিত ছিলেন স্থানীয় জনপ্রতিনিধি, শিক্ষক, সাংবাদিক ও সুশীল সমাজের প্রতিনিধিবৃন্দ। অনুষ্ঠানে বিভিন্ন বিষয়ে আলোচনা শেষে মতবিনিময় করা হয়। চট্টগ্রাম প্রতিনিধি : জেলার বিভিন্ন উপজেলায় আজ স্থানীয় প্রশাসনের উদ্যোগে সচেতনতা সভা অনুষ্ঠিত হয়েছে। সভায় বক্তারা বলেন, সামাজিক সম্প্রীতি রক্ষায় সকলকে একযোগে কাজ করতে হবে এবং জনস্বার্থে সরকারি সেবা সবার দোরগোড়ায় পৌঁছে দিতে হবে। এ সময় উপস্থিত ছিলেন স্থানীয় জনপ্রতিনিধি, শিক্ষক, সাংবাদিক ও সুশীল সমাজের প্রতিনিধিবৃন্দ। অনুষ্ঠানে বিভিন্ন বিষয়ে আলোচনা শেষে মতবিনিময় করা হয়। (526, 660, 687, 744)
headline[interactable]: বাঁশখালী নিখোঁজ জেলে পরিবারের দিন কাটছে উদ্বেগ-উৎকণ্ঠায় (181, 42, 342, 69)
article-text: চট্টগ্রাম প্রতিনিধি : জেলার বিভিন্ন উপজেলায় আজ স্থানীয় প্রশাসনের উদ্যোগে সচেতনতা সভা অনুষ্ঠিত হয়েছে। সভায় বক্তারা বলেন, সামাজিক সম্প্রীতি রক্ষায় সকলকে একযোগে কাজ করতে হবে এবং জনস্বার্থে সরকারি সেবা সবার দোরগোড়ায় পৌঁছে দিতে হবে। এ সময় উপস্থিত ছিলেন স্থানীয় জনপ্রতিনিধি, শিক্ষক, সাংবাদিক ও সুশীল সমাজের প্রতিনিধিবৃন্দ। অনুষ্ঠানে বিভিন্ন বিষয়ে আলোচনা শেষে মতবিনিময় করা হয়। চট্টগ্রাম প্রতিনিধি : জেলার বিভিন্ন উপজেলায় আজ স্থানীয় প্রশাসনের উদ্যোগে সচেতনতা সভা অনুষ্ঠিত হয়েছে। সভায় বক্তারা বলেন, সামাজিক সম্প্রীতি রক্ষায় সকলকে একযোগে কাজ করতে হবে এবং জনস্বার্থে সরকারি সেবা সবার দোরগোড়ায় পৌঁছে দিতে হবে। এ সময় উপস্থিত ছিলেন স্থানীয় জনপ্রতিনিধি, শিক্ষক, সাংবাদিক ও সুশীল সমাজের প্রতিনিধিবৃন্দ। অনুষ্ঠানে বিভিন্ন বিষয়ে আলোচনা শেষে মতবিনিময় করা হয়। (8, 640, 169, 724)
article-text: চট্টগ্রাম প্রতিনিধি : জেলার বিভিন্ন উপজেলায় আজ স্থানীয় প্রশাসনের উদ্যোগে সচেতনতা সভা অনুষ্ঠিত হয়েছে। সভায় বক্তারা বলেন, সামাজিক সম্প্রীতি রক্ষায় সকলকে একযোগে কাজ করতে হবে এবং জনস্বার্থে সরকারি সেবা সবার দোরগোড়ায় পৌঁছে দিতে হবে। এ সময় উপস্থিত ছিলেন স্থানীয় জনপ্রতিনিধি, শিক্ষক, সাংবাদিক ও সুশীল সমাজের প্রতিনিধিবৃন্দ। অনুষ্ঠানে বিভিন্ন বিষয়ে আলোচনা শেষে মতবিনিময় করা হয়। চট্টগ্রাম প্রতিনিধি : জেলার বিভিন্ন উপজেলায় আজ স্থানীয় প্রশাসনের উদ্যোগে সচেতনতা সভা অনুষ্ঠিত হয়েছে। সভায় বক্তারা বলেন, সামাজিক সম্প্রীতি রক্ষায় সকলকে একযোগে কাজ করতে হবে এবং জনস্বার্থে সরকারি সেবা সবার দোরগোড়ায় পৌঁছে দিতে হবে। এ সময় উপস্থিত ছিলেন স্থানীয় জনপ্রতিনিধি, শিক্ষক, সাংবাদিক ও সুশীল সমাজের প্রতিনিধিবৃন্দ। অনুষ্ঠানে বিভিন্ন বিষয়ে আলোচনা শেষে মতবিনিময় করা হয়। (353, 386, 515, 470)
headline[interactable]: রাস্তুলির মত সভিলতা, নির্বাচনের দ্বিতীয় স্বাইলণ, ক্লোরে রা (8, 42, 169, 69)
masthead-title: চট্টগ্রাম মঞ্চ (610, 2, 692, 23)
headline[interactable]: সাগরে মাছ ধরায় ৫৮ দিনের নিষেধাজ্ঞা (526, 748, 687, 775)
